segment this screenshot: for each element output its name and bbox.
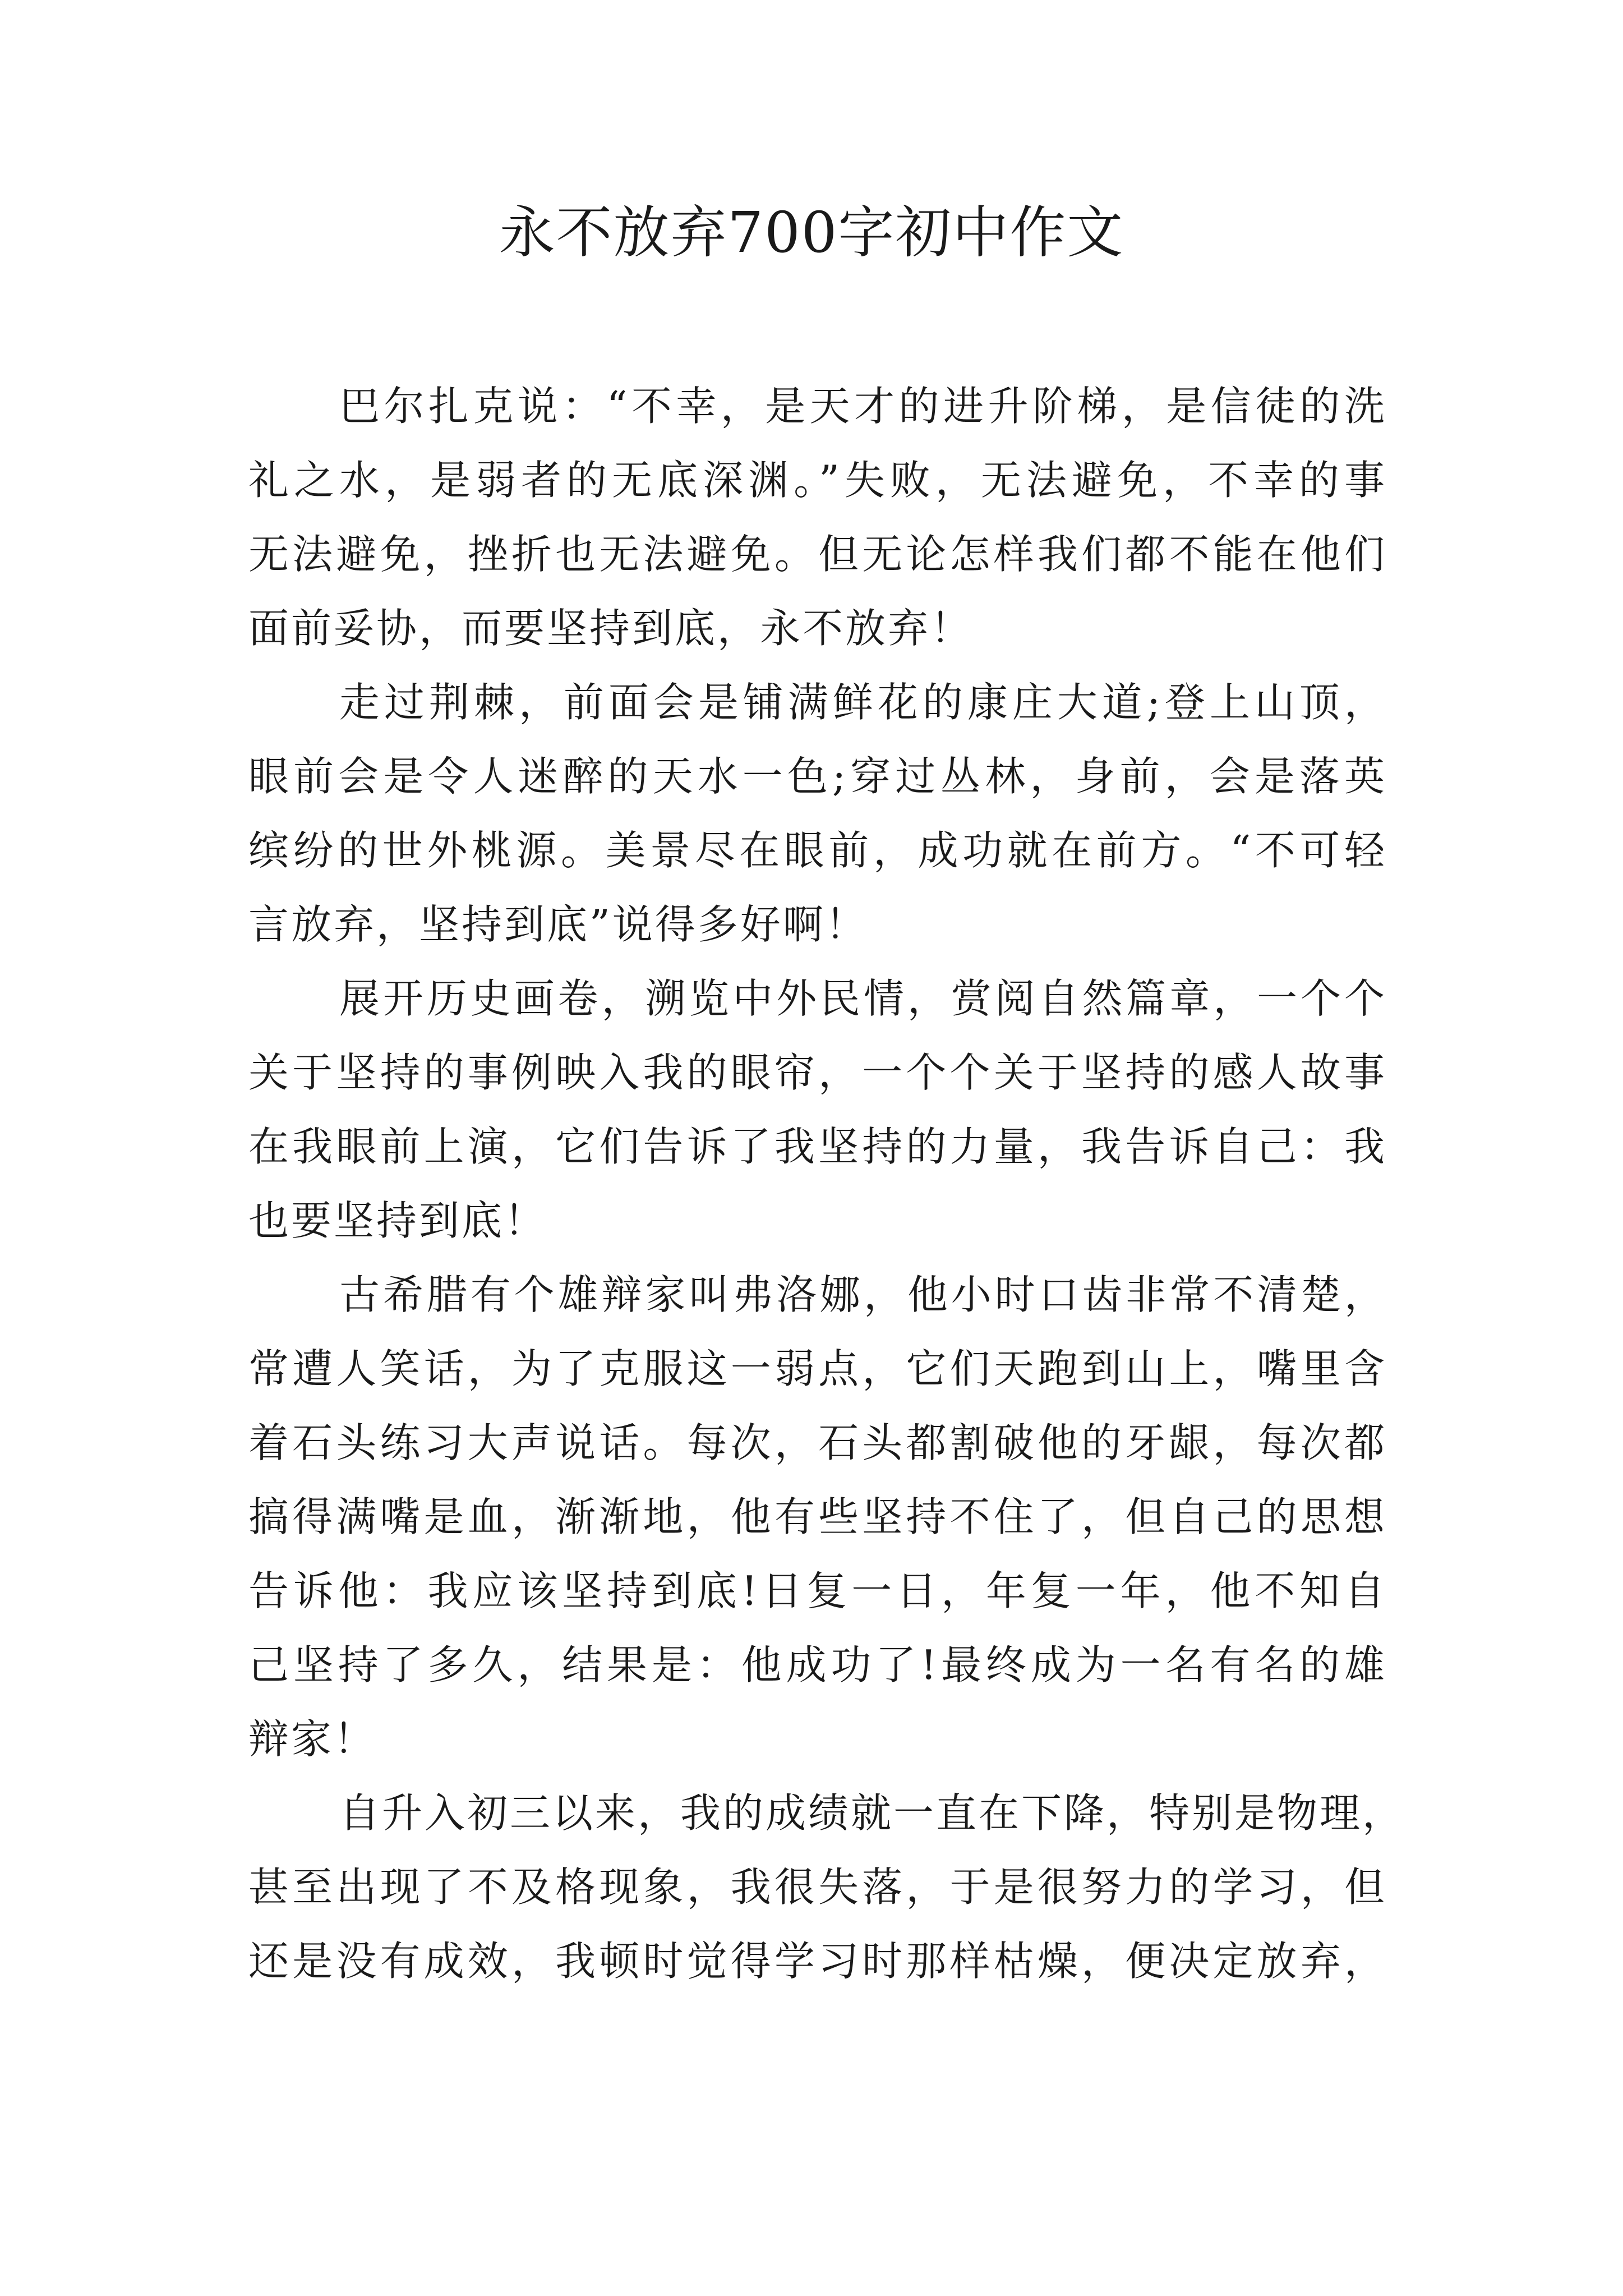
paragraph-line: 关于坚持的事例映入我的眼帘，一个个关于坚持的感人故事 — [248, 1049, 1387, 1096]
paragraph-4 — [248, 1258, 1387, 1776]
paragraph-3 — [248, 961, 1387, 1258]
paragraph-2 — [248, 665, 1387, 961]
paragraph-line: 面前妥协，而要坚持到底，永不放弃！ — [248, 605, 974, 652]
paragraph-line: 无法避免，挫折也无法避免。但无论怎样我们都不能在他们 — [248, 531, 1387, 578]
paragraph-line: 常遭人笑话，为了克服这一弱点，它们天跑到山上，嘴里含 — [248, 1345, 1387, 1392]
paragraph-line: 眼前会是令人迷醉的天水一色;穿过丛林，身前，会是落英 — [248, 753, 1387, 800]
paragraph-line: 甚至出现了不及格现象，我很失落，于是很努力的学习，但 — [248, 1864, 1387, 1911]
paragraph-line: 言放弃，坚持到底”说得多好啊！ — [248, 901, 868, 948]
paragraph-line: 礼之水，是弱者的无底深渊。”失败，无法避免，不幸的事 — [248, 457, 1387, 504]
paragraph-line: 缤纷的世外桃源。美景尽在眼前，成功就在前方。“不可轻 — [248, 827, 1387, 874]
paragraph-line: 自升入初三以来，我的成绩就一直在下降，特别是物理， — [339, 1789, 1405, 1837]
paragraph-line: 着石头练习大声说话。每次，石头都割破他的牙龈，每次都 — [248, 1419, 1387, 1466]
paragraph-line: 巴尔扎克说：“不幸，是天才的进升阶梯，是信徒的洗 — [339, 383, 1387, 430]
paragraph-line: 走过荆棘，前面会是铺满鲜花的康庄大道;登上山顶， — [339, 679, 1387, 726]
paragraph-line: 还是没有成效，我顿时觉得学习时那样枯燥，便决定放弃， — [248, 1938, 1387, 1985]
paragraph-line: 搞得满嘴是血，渐渐地，他有些坚持不住了，但自己的思想 — [248, 1493, 1387, 1540]
paragraph-line: 展开历史画卷，溯览中外民情，赏阅自然篇章，一个个 — [339, 975, 1387, 1022]
paragraph-5 — [248, 1776, 1405, 1998]
paragraph-1 — [248, 369, 1387, 665]
paragraph-line: 告诉他：我应该坚持到底!日复一日，年复一年，他不知自 — [248, 1567, 1387, 1614]
paragraph-line: 也要坚持到底！ — [248, 1197, 547, 1244]
paragraph-line: 在我眼前上演，它们告诉了我坚持的力量，我告诉自己：我 — [248, 1123, 1387, 1170]
paragraph-line: 古希腊有个雄辩家叫弗洛娜，他小时口齿非常不清楚， — [339, 1271, 1387, 1318]
document-title: 永不放弃700字初中作文 — [499, 200, 1124, 265]
paragraph-line: 己坚持了多久，结果是：他成功了!最终成为一名有名的雄 — [248, 1641, 1387, 1688]
paragraph-line: 辩家！ — [248, 1715, 377, 1763]
document-body — [248, 369, 1405, 1998]
